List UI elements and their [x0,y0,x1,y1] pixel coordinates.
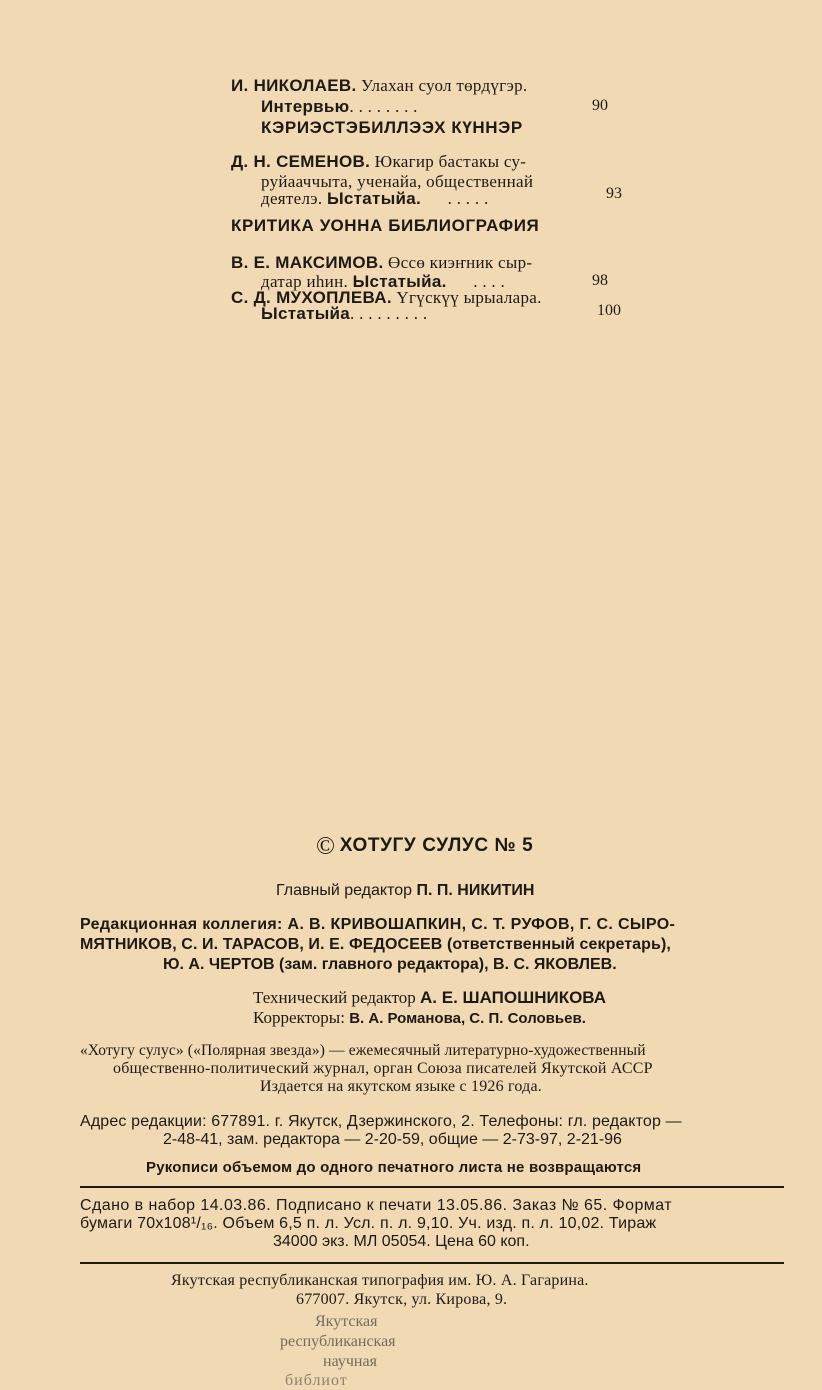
toc-entry-nikolaev-line1 [231,76,527,96]
tech-editor-label: Технический редактор [253,988,416,1007]
toc-entry-semenov-line3 [261,189,489,209]
toc-entry-mukhopleva-line2 [261,304,427,324]
toc-entry-nikolaev-line2 [261,97,418,117]
toc-dots: . . . . . [447,189,489,208]
toc-kind: Ыстатыйа [261,304,351,323]
correctors-names: В. А. Романова, С. П. Соловьев. [349,1010,586,1027]
toc-author: Д. Н. СЕМЕНОВ. [231,152,371,171]
section-heading-criticism: КРИТИКА УОННА БИБЛИОГРАФИЯ [231,216,540,235]
toc-title: датар иһин. [261,272,349,291]
editorial-board-line2: МЯТНИКОВ, С. И. ТАРАСОВ, И. Е. ФЕДОСЕЕВ (ответственный секретарь), [80,936,671,953]
tech-editor-line [253,988,606,1008]
editorial-board-line3: Ю. А. ЧЕРТОВ (зам. главного редактора), В. С. ЯКОВЛЕВ. [163,956,617,973]
section-heading-anniversaries: КЭРИЭСТЭБИЛЛЭЭХ КҮННЭР [261,118,523,137]
toc-dots: . . . . . . . . . [350,304,428,323]
stamp-line2: республиканская [280,1333,396,1350]
toc-page-number: 98 [592,272,608,289]
about-journal-line1: «Хотугу сулус» («Полярная звезда») — ежемесячный литературно-художественный [80,1042,646,1059]
divider-line [80,1262,784,1264]
correctors-label: Корректоры: [253,1008,345,1027]
toc-title: Өссө киэҥник сыр- [388,253,533,272]
toc-kind: Ыстатыйа. [352,272,447,291]
chief-editor-name: П. П. НИКИТИН [416,882,535,899]
manuscripts-notice: Рукописи объемом до одного печатного листа не возвращаются [146,1159,642,1176]
toc-entry-semenov-line2: руйааччыта, ученайа, общественнай [261,172,534,191]
about-journal-line3: Издается на якутском языке с 1926 года. [260,1078,542,1095]
chief-editor-line [276,882,534,900]
chief-editor-label: Главный редактор [276,882,413,899]
toc-kind: Интервью [261,97,350,116]
toc-page-number: 90 [592,97,608,114]
tech-editor-name: А. Е. ШАПОШНИКОВА [420,988,607,1007]
toc-author: В. Е. МАКСИМОВ. [231,253,384,272]
typography-line1: Якутская республиканская типография им. Ю. А. Гагарина. [171,1272,589,1289]
toc-entry-semenov-line1 [231,152,526,172]
address-line1: Адрес редакции: 677891. г. Якутск, Дзержинского, 2. Телефоны: гл. редактор — [80,1113,682,1130]
toc-title: Юкагир бастакы су- [374,152,527,171]
toc-author: И. НИКОЛАЕВ. [231,76,357,95]
typography-line2: 677007. Якутск, ул. Кирова, 9. [296,1291,508,1308]
toc-kind: Ыстатыйа. [326,189,422,208]
editorial-board-line1: Редакционная коллегия: А. В. КРИВОШАПКИН, С. Т. РУФОВ, Г. С. СЫРО- [80,916,676,933]
toc-author: С. Д. МУХОПЛЕВА. [231,288,392,307]
stamp-line3: научная [323,1353,377,1370]
toc-title: деятелэ. [261,189,323,208]
toc-title: Улахан суол төрдүгэр. [361,76,528,95]
print-info-line2: бумаги 70x108¹/₁₆. Объем 6,5 п. л. Усл. п. л. 9,10. Уч. изд. п. л. 10,02. Тираж [80,1215,657,1232]
journal-heading [316,833,533,861]
journal-title: ХОТУГУ СУЛУС № 5 [339,835,534,856]
toc-title: Үгүскүү ырыалара. [396,288,542,307]
toc-dots: . . . . [473,272,506,291]
toc-entry-maksimov-line1 [231,253,532,273]
toc-page-number: 100 [597,302,621,319]
divider-line [80,1186,784,1188]
toc-page-number: 93 [606,185,622,202]
copyright-icon: © [316,833,335,860]
address-line2: 2-48-41, зам. редактора — 2-20-59, общие — 2-73-97, 2-21-96 [163,1131,622,1148]
correctors-line [253,1008,586,1028]
print-info-line3: 34000 экз. МЛ 05054. Цена 60 коп. [273,1233,530,1250]
stamp-line1: Якутская [315,1313,378,1330]
stamp-line4: библиот [285,1372,348,1389]
toc-dots: . . . . . . . . [349,97,418,116]
print-info-line1: Сдано в набор 14.03.86. Подписано к печати 13.05.86. Заказ № 65. Формат [80,1197,673,1214]
about-journal-line2: общественно-политический журнал, орган Союза писателей Якутской АССР [113,1060,653,1077]
